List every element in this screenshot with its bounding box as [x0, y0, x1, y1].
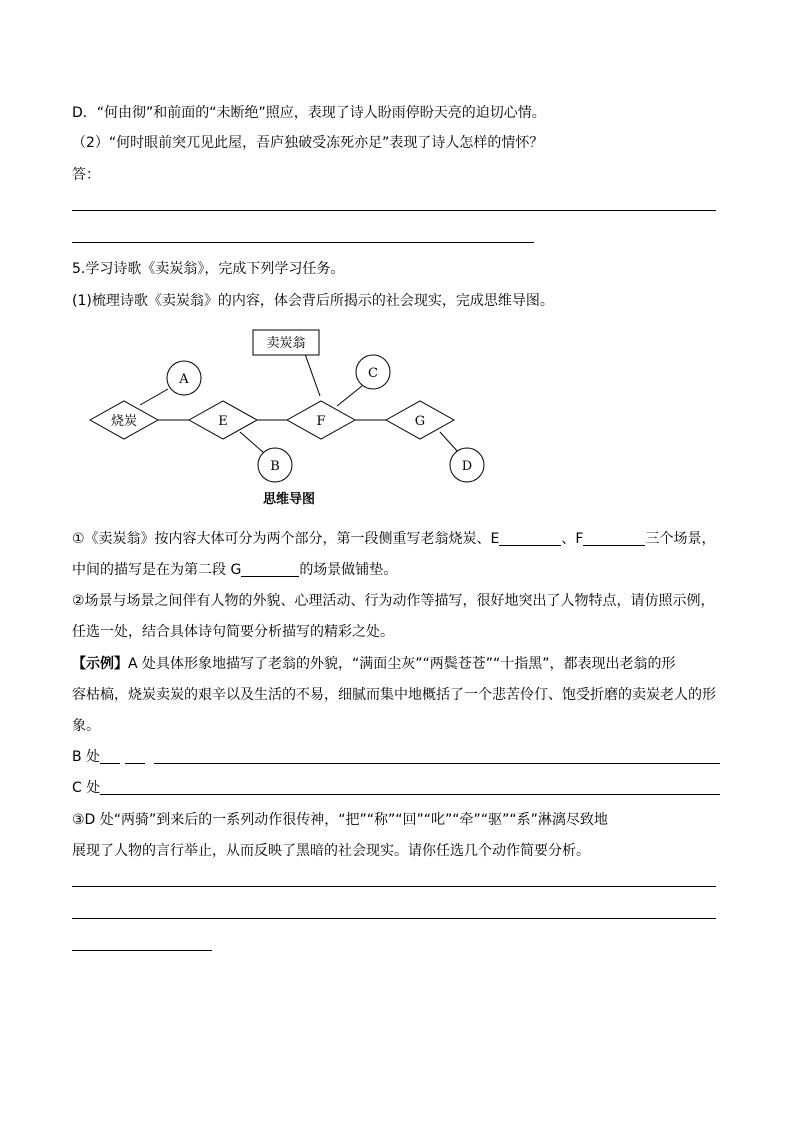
- question-5-1-text: (1)梳理诗歌《卖炭翁》的内容，体会背后所揭示的社会现实，完成思维导图。: [72, 293, 554, 309]
- question-2-text: （2）“何时眼前突兀见此屋，吾庐独破受冻死亦足”表现了诗人怎样的情怀？: [72, 135, 544, 151]
- task-1-end-2: 的场景做铺垫。: [299, 562, 398, 578]
- example-line-3: 象。: [72, 718, 100, 734]
- task-3-line-2: 展现了人物的言行举止，从而反映了黑暗的社会现实。请你任选几个动作简要分析。: [72, 843, 590, 859]
- node-start-label: 烧炭: [110, 414, 138, 429]
- task-3-answer-line-3[interactable]: [72, 950, 212, 951]
- c-answer-line[interactable]: [120, 794, 720, 795]
- b-answer-row: [72, 748, 145, 766]
- question-5-title: 5.学习诗歌《卖炭翁》，完成下列学习任务。: [72, 261, 345, 277]
- node-a-label: A: [179, 372, 189, 387]
- c-blank-short[interactable]: [100, 780, 122, 795]
- node-g-label: G: [414, 414, 426, 429]
- connector-e-b: [240, 432, 264, 453]
- mind-map-diagram: [0, 0, 794, 520]
- answer-label: 答：: [72, 167, 100, 183]
- c-label: C 处: [72, 780, 101, 796]
- example-line-1: [72, 655, 676, 673]
- node-d-label: D: [461, 459, 473, 474]
- task-1-sep-1: 、F: [561, 531, 584, 547]
- mind-map-caption: 思维导图: [262, 492, 316, 507]
- task-3-answer-line-2[interactable]: [72, 918, 716, 919]
- task-2-line-1: ②场景与场景之间伴有人物的外貌、心理活动、行为动作等描写，很好地突出了人物特点，请仿照示例，: [72, 593, 715, 609]
- blank-e[interactable]: [499, 531, 561, 546]
- b-blank-short-1[interactable]: [100, 749, 120, 764]
- connector-start-a: [140, 389, 168, 405]
- connector-g-d: [440, 432, 458, 452]
- b-answer-line[interactable]: [154, 763, 720, 764]
- connector-title-f: [305, 354, 320, 396]
- b-blank-short-2[interactable]: [125, 749, 145, 764]
- option-d-text: D．“何由彻”和前面的“未断绝”照应，表现了诗人盼雨停盼天亮的迫切心情。: [72, 105, 546, 121]
- task-2-line-2: 任选一处，结合具体诗句简要分析描写的精彩之处。: [72, 624, 394, 640]
- example-line-2: 容枯槁，烧炭卖炭的艰辛以及生活的不易，细腻而集中地概括了一个悲苦伶仃、饱受折磨的卖炭老人的形: [72, 687, 716, 703]
- example-tag: 【示例】: [72, 656, 128, 672]
- task-1-line-2: [72, 561, 397, 579]
- task-1-part-1: ①《卖炭翁》按内容大体可分为两个部分，第一段侧重写老翁烧炭、E: [72, 531, 500, 547]
- connector-f-c: [337, 386, 362, 406]
- task-3-line-1: ③D 处“两骑”到来后的一系列动作很传神，“把”“称”“回”“叱”“牵”“驱”“系”淋漓尽致地: [72, 812, 608, 828]
- mind-map-title: 卖炭翁: [266, 336, 306, 351]
- task-1-part-2: 中间的描写是在为第二段 G: [72, 562, 242, 578]
- blank-g[interactable]: [241, 562, 299, 577]
- c-answer-row: [72, 779, 122, 797]
- node-c-label: C: [368, 366, 378, 381]
- node-f-label: F: [316, 414, 326, 429]
- node-e-label: E: [218, 414, 228, 429]
- task-1-line-1: [72, 530, 715, 548]
- task-1-end-1: 三个场景，: [645, 531, 716, 547]
- example-text-1: A 处具体形象地描写了老翁的外貌，“满面尘灰”“两鬓苍苍”“十指黑”，都表现出老翁的形: [128, 656, 676, 672]
- b-label: B 处: [72, 749, 101, 765]
- node-b-label: B: [270, 459, 280, 474]
- task-3-answer-line-1[interactable]: [72, 886, 716, 887]
- blank-f[interactable]: [583, 531, 645, 546]
